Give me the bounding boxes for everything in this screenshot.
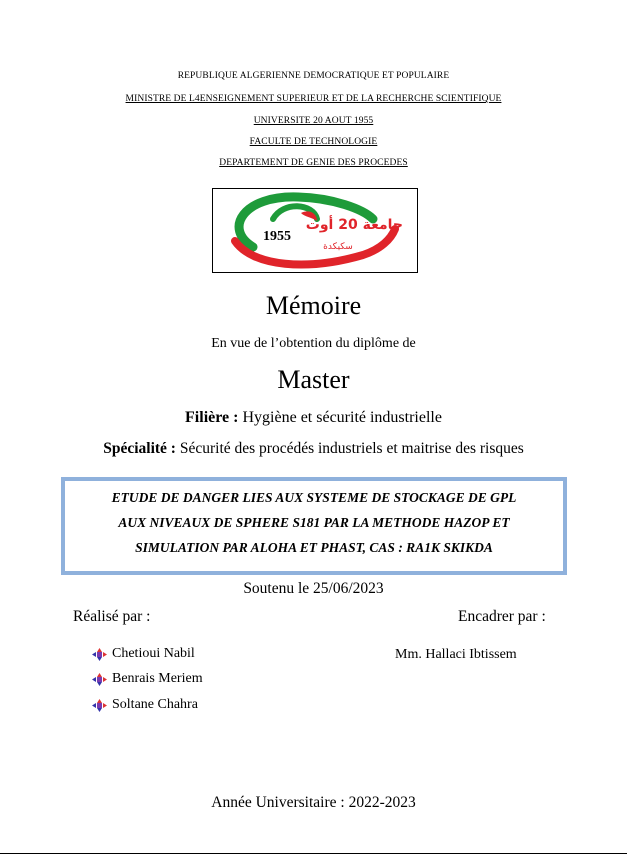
thesis-title-line-1: ETUDE DE DANGER LIES AUX SYSTEME DE STOCKAGE DE GPL	[111, 490, 517, 505]
page-bottom-rule	[0, 853, 627, 854]
specialite-value: Sécurité des procédés industriels et maitrise des risques	[175, 440, 524, 457]
specialite-line	[0, 440, 627, 458]
document-type: Mémoire	[265, 291, 362, 320]
cross-arrow-bullet-icon	[92, 699, 107, 712]
svg-text:جامعة 20 أوت: جامعة 20 أوت	[305, 217, 403, 233]
cross-arrow-bullet-icon	[92, 648, 107, 661]
author-item	[92, 646, 195, 662]
svg-text:1955: 1955	[263, 229, 291, 244]
defense-date: Soutenu le 25/06/2023	[243, 580, 384, 597]
header-faculty: FACULTE DE TECHNOLOGIE	[249, 137, 378, 147]
cross-arrow-bullet-icon	[92, 673, 107, 686]
university-logo	[212, 188, 418, 273]
header-ministry: MINISTRE DE L4ENSEIGNEMENT SUPERIEUR ET DE LA RECHERCHE SCIENTIFIQUE	[125, 94, 502, 104]
header-republic: REPUBLIQUE ALGERIENNE DEMOCRATIQUE ET POPULAIRE	[177, 71, 450, 81]
svg-text:سكيكدة: سكيكدة	[323, 242, 353, 252]
author-name: Chetioui Nabil	[112, 646, 195, 661]
author-item	[92, 697, 198, 713]
authors-label: Réalisé par :	[73, 608, 151, 625]
academic-year: Année Universitaire : 2022-2023	[211, 794, 416, 811]
document-subtitle: En vue de l’obtention du diplôme de	[211, 336, 416, 351]
header-university: UNIVERSITE 20 AOUT 1955	[253, 116, 374, 126]
header-department: DEPARTEMENT DE GENIE DES PROCEDES	[219, 158, 408, 168]
logo-emblem-icon	[213, 189, 417, 272]
supervisor-label: Encadrer par :	[458, 608, 546, 625]
supervisor-name: Mm. Hallaci Ibtissem	[395, 647, 517, 662]
thesis-title-line-3: SIMULATION PAR ALOHA ET PHAST, CAS : RA1K SKIKDA	[135, 540, 493, 555]
author-name: Benrais Meriem	[112, 671, 203, 686]
specialite-label: Spécialité :	[103, 440, 176, 457]
filiere-value: Hygiène et sécurité industrielle	[238, 409, 442, 426]
filiere-line	[0, 409, 627, 427]
author-name: Soltane Chahra	[112, 697, 198, 712]
filiere-label: Filière :	[185, 409, 239, 426]
thesis-title-line-2: AUX NIVEAUX DE SPHERE S181 PAR LA METHODE HAZOP ET	[118, 515, 510, 530]
degree-title: Master	[277, 365, 350, 394]
author-item	[92, 671, 203, 687]
